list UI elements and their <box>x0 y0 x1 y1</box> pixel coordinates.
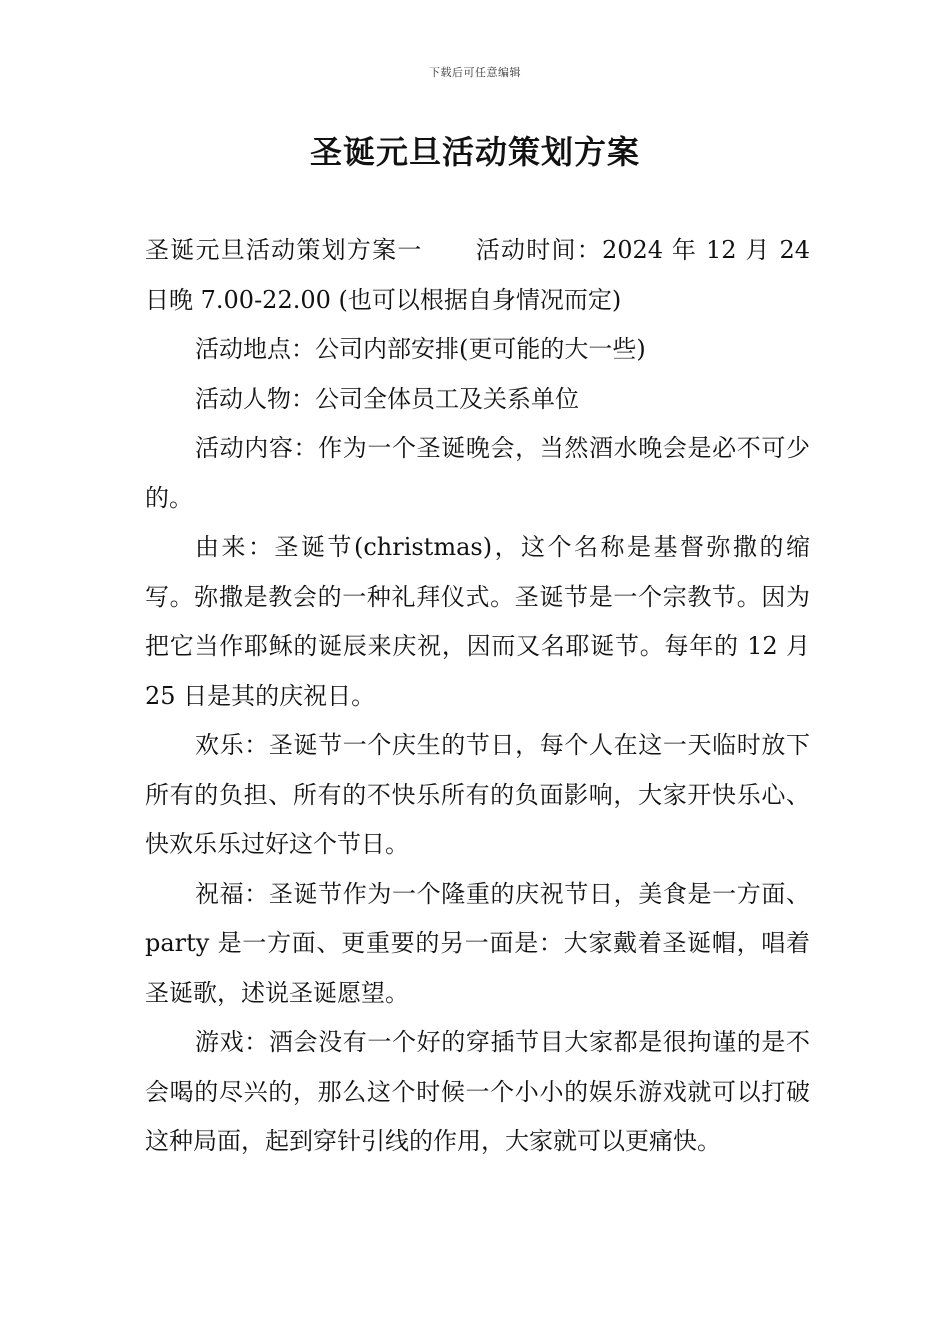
intro-heading: 圣诞元旦活动策划方案一 <box>145 236 423 264</box>
paragraph-location: 活动地点：公司内部安排(更可能的大一些) <box>195 335 646 363</box>
document-title: 圣诞元旦活动策划方案 <box>309 133 640 171</box>
activity-time: 活动时间：2024 年 12 月 24 日晚 7.00-22.00 (也可以根据自身情况而定) <box>145 236 811 314</box>
paragraph-people: 活动人物：公司全体员工及关系单位 <box>195 384 579 413</box>
paragraph-content: 活动内容：作为一个圣诞晚会，当然酒水晚会是必不可少的。 <box>145 434 810 512</box>
paragraph-intro <box>145 226 810 325</box>
paragraph-joy: 欢乐：圣诞节一个庆生的节日，每个人在这一天临时放下所有的负担、所有的不快乐所有的负面影响，大家开快乐心、快欢乐乐过好这个节日。 <box>145 731 810 858</box>
paragraph-blessing: 祝福：圣诞节作为一个隆重的庆祝节日，美食是一方面、party 是一方面、更重要的另一面是：大家戴着圣诞帽，唱着圣诞歌，述说圣诞愿望。 <box>145 879 810 1007</box>
paragraph-origin: 由来：圣诞节(christmas)，这个名称是基督弥撒的缩写。弥撒是教会的一种礼拜仪式。圣诞节是一个宗教节。因为把它当作耶稣的诞辰来庆祝，因而又名耶诞节。每年的 12 月 25 日是其的庆祝日。 <box>145 533 810 710</box>
document-body <box>145 226 810 1167</box>
paragraph-game: 游戏：酒会没有一个好的穿插节目大家都是很拘谨的是不会喝的尽兴的，那么这个时候一个小小的娱乐游戏就可以打破这种局面，起到穿针引线的作用，大家就可以更痛快。 <box>145 1028 810 1155</box>
header-note: 下载后可任意编辑 <box>429 66 521 79</box>
